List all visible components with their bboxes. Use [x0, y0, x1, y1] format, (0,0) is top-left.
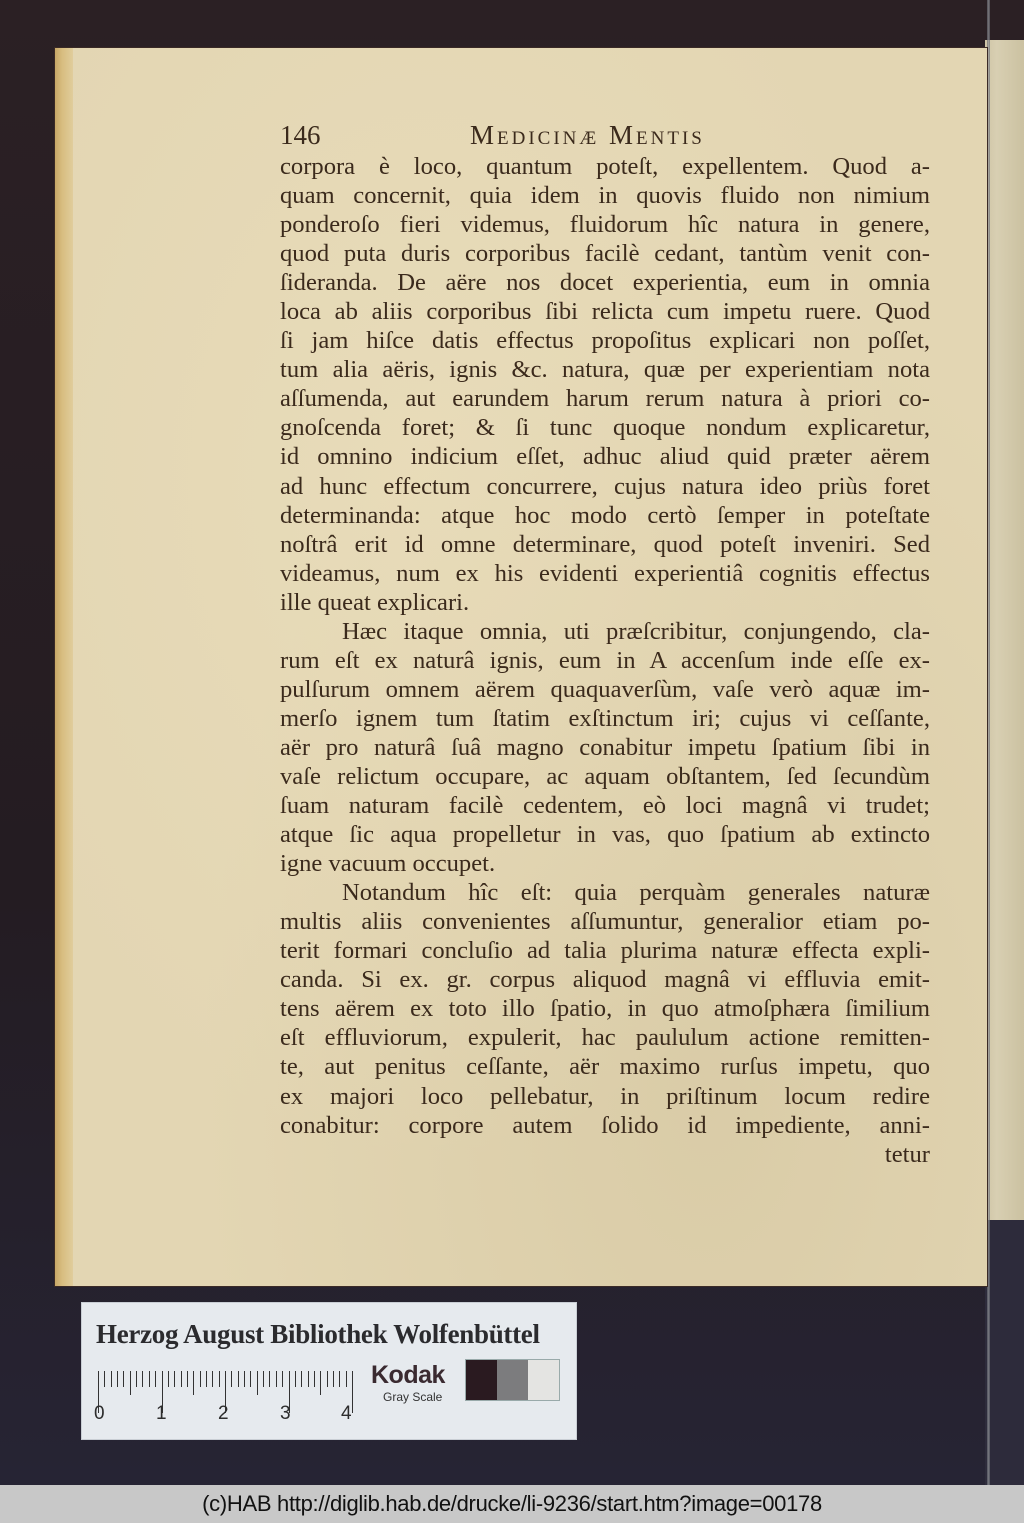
body-text [280, 152, 930, 1169]
text-line: terit formari concluſio ad talia plurima naturæ effecta expli- [280, 937, 930, 965]
ruler-tick [174, 1371, 175, 1387]
ruler-tick [206, 1371, 207, 1387]
ruler-tick [333, 1371, 334, 1387]
adjacent-cover [985, 1220, 1024, 1485]
ruler-tick [212, 1371, 213, 1387]
ruler-tick [320, 1371, 321, 1395]
ruler-label: 2 [218, 1403, 229, 1424]
text-line: gnoſcenda foret; & ſi tunc quoque nondum explicaretur, [280, 414, 930, 442]
text-line: videamus, num ex his evidenti experientiâ cognitis effectus [280, 559, 930, 587]
text-line: ponderoſo fieri videmus, fluidorum hîc natura in genere, [280, 211, 930, 239]
text-line: determinanda: atque hoc modo certò ſemper in poteſtate [280, 501, 930, 529]
ruler-tick [123, 1371, 124, 1387]
text-line: quam concernit, quia idem in quovis fluido non nimium [280, 182, 930, 210]
text-line: tum alia aëris, ignis &c. natura, quæ per experientiam nota [280, 356, 930, 384]
gray-swatch [466, 1360, 497, 1400]
text-line: igne vacuum occupet. [280, 850, 496, 878]
ruler-label: 1 [156, 1403, 167, 1424]
book-seam [987, 0, 990, 1485]
ruler-tick [244, 1371, 245, 1387]
text-line: ſideranda. De aëre nos docet experientia, eum in omnia [280, 269, 930, 297]
copyright-footer: (c)HAB http://diglib.hab.de/drucke/li-9236/start.htm?image=00178 [0, 1485, 1024, 1523]
ruler-tick [295, 1371, 296, 1387]
text-line: te, aut penitus ceſſante, aër maximo rurſus impetu, quo [280, 1053, 930, 1081]
text-line: ille queat explicari. [280, 588, 470, 616]
ruler-label: 3 [280, 1403, 291, 1424]
text-line: aſſumenda, aut earundem harum rerum natura à priori co- [280, 385, 930, 413]
ruler-tick [269, 1371, 270, 1387]
text-line: eſt effluviorum, expulerit, hac paululum actione remitten- [280, 1024, 930, 1052]
gray-swatch [528, 1360, 559, 1400]
ruler-tick [301, 1371, 302, 1387]
ruler-tick [263, 1371, 264, 1387]
text-line: ſuam naturam facilè cedentem, eò loci magnâ vi trudet; [280, 792, 930, 820]
text-line: merſo ignem tum ſtatim exſtinctum iri; cujus vi ceſſante, [280, 704, 930, 732]
text-line: pulſurum omnem aërem quaquaverſùm, vaſe verò aquæ im- [280, 675, 930, 703]
ruler-tick [200, 1371, 201, 1387]
ruler-label: 4 [341, 1403, 352, 1424]
text-line: ſi jam hiſce datis effectus propoſitus explicari non poſſet, [280, 327, 930, 355]
ruler-tick [193, 1371, 194, 1395]
color-target-card [82, 1303, 576, 1439]
gray-swatch [497, 1360, 528, 1400]
ruler-tick [231, 1371, 232, 1387]
catchword: tetur [884, 1140, 930, 1168]
scale-ruler [98, 1371, 352, 1401]
ruler-tick [250, 1371, 251, 1387]
ruler-tick [155, 1371, 156, 1387]
ruler-tick [276, 1371, 277, 1387]
ruler-tick [339, 1371, 340, 1387]
running-head [280, 118, 930, 152]
page-number: 146 [280, 120, 321, 150]
ruler-tick [238, 1371, 239, 1387]
gray-scale-swatches [466, 1360, 559, 1400]
text-line: atque ſic aqua propelletur in vas, quo ſpatium ab extincto [280, 821, 930, 849]
text-line: id omnino indicium eſſet, adhuc aliud quid præter aërem [280, 443, 930, 471]
kodak-logo: Kodak [371, 1361, 445, 1389]
text-line: multis aliis convenientes aſſumuntur, generalior etiam po- [280, 908, 930, 936]
ruler-tick [308, 1371, 309, 1387]
running-title: Medicinæ Mentis [470, 120, 705, 150]
ruler-tick [136, 1371, 137, 1387]
text-line: vaſe relictum occupare, ac aquam obſtantem, ſed ſecundùm [280, 762, 930, 790]
text-line: corpora è loco, quantum poteſt, expellentem. Quod a- [280, 153, 930, 180]
text-line: canda. Si ex. gr. corpus aliquod magnâ vi effluvia emit- [280, 966, 930, 994]
text-line: noſtrâ erit id omne determinare, quod poteſt inveniri. Sed [280, 530, 930, 558]
text-line: ex majori loco pellebatur, in priſtinum locum redire [280, 1082, 930, 1110]
ruler-tick [111, 1371, 112, 1387]
ruler-tick [142, 1371, 143, 1387]
ruler-label: 0 [94, 1403, 105, 1424]
gray-scale-label: Gray Scale [383, 1390, 443, 1404]
ruler-tick [149, 1371, 150, 1387]
text-line: Hæc itaque omnia, uti præſcribitur, conjungendo, cla- [342, 617, 930, 645]
ruler-tick [104, 1371, 105, 1387]
text-line: rum eſt ex naturâ ignis, eum in A accenſum inde eſſe ex- [280, 646, 930, 674]
ruler-tick [346, 1371, 347, 1387]
ruler-tick [327, 1371, 328, 1387]
text-block [280, 118, 930, 1169]
text-line: conabitur: corpore autem ſolido id impediente, anni- [280, 1111, 930, 1139]
book-page [55, 48, 987, 1286]
ruler-tick [282, 1371, 283, 1387]
text-line: Notandum hîc eſt: quia perquàm generales naturæ [342, 879, 930, 907]
ruler-tick [187, 1371, 188, 1387]
page-gilt-edge [55, 48, 73, 1286]
ruler-tick [314, 1371, 315, 1387]
ruler-tick [181, 1371, 182, 1387]
library-name: Herzog August Bibliothek Wolfenbüttel [96, 1319, 540, 1349]
adjacent-page-edge [985, 40, 1024, 1220]
ruler-tick [117, 1371, 118, 1387]
ruler-tick [219, 1371, 220, 1387]
text-line: tens aërem ex toto illo ſpatio, in quo atmoſphæra ſimilium [280, 995, 930, 1023]
ruler-tick [352, 1371, 353, 1413]
text-line: quod puta duris corporibus facilè cedant, tantùm venit con- [280, 240, 930, 268]
ruler-tick [257, 1371, 258, 1395]
text-line: aër pro naturâ ſuâ magno conabitur impetu ſpatium ſibi in [280, 733, 930, 761]
ruler-tick [130, 1371, 131, 1395]
ruler-tick [168, 1371, 169, 1387]
text-line: ad hunc effectum concurrere, cujus natura ideo priùs foret [280, 472, 930, 500]
text-line: loca ab aliis corporibus ſibi relicta cum impetu ruere. Quod [280, 298, 930, 326]
